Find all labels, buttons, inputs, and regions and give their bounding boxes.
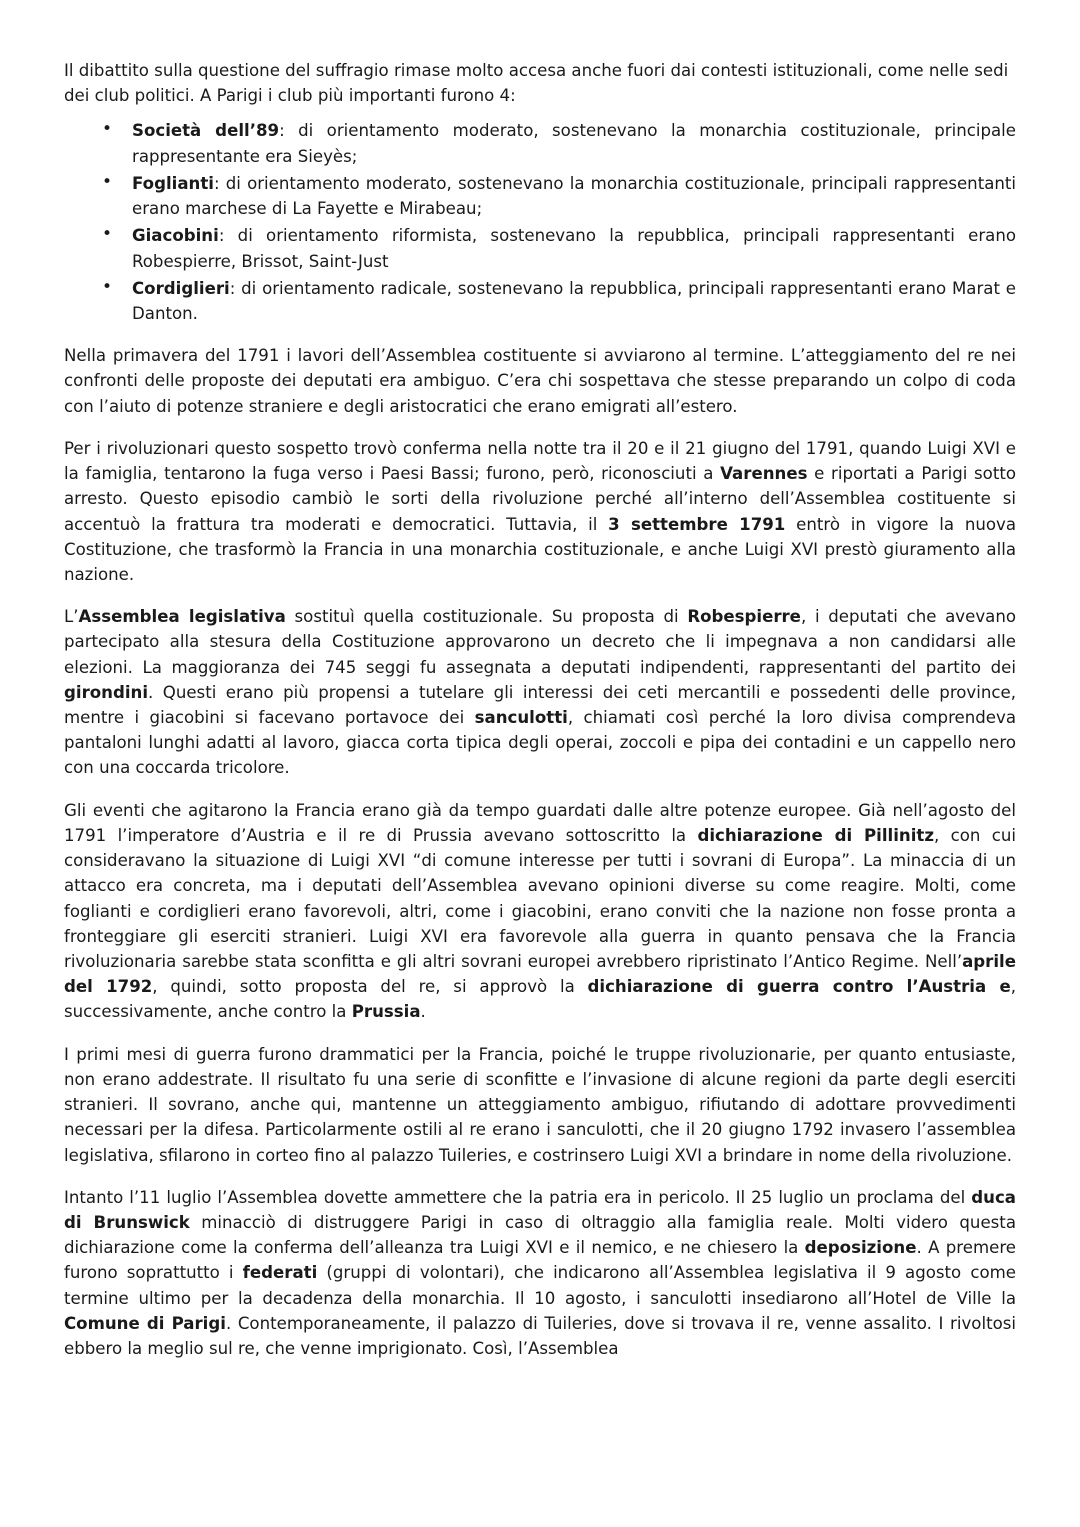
club-name: Giacobini bbox=[132, 226, 219, 246]
club-name: Foglianti bbox=[132, 173, 214, 193]
political-clubs-list bbox=[64, 118, 1016, 326]
document-body bbox=[64, 58, 1016, 1361]
text-segment: . Questi erano più propensi a tutelare gli interessi dei ceti mercantili e possedenti delle province, mentre i giacobini si facevano portavoce dei bbox=[64, 682, 1016, 728]
text-segment: e riportati a Parigi sotto arresto. Questo episodio cambiò le sorti della rivoluzione perché all’interno dell’Assemblea costituente si accentuò la frattura tra moderati e democratici. Tuttavia, il bbox=[64, 464, 1017, 534]
text-segment: Intanto l’11 luglio l’Assemblea dovette ammettere che la patria era in pericolo. Il 25 luglio un proclama del bbox=[64, 1187, 972, 1207]
club-description: : di orientamento moderato, sostenevano la monarchia costituzionale, principali rappresentanti erano marchese di La Fayette e Mirabeau; bbox=[132, 173, 1016, 219]
text-segment: , chiamati così perché la loro divisa comprendeva pantaloni lunghi adatti al lavoro, giacca corta tipica degli operai, zoccoli e pipa dei contadini e un cappello nero con una coccarda tricolore. bbox=[64, 708, 1016, 778]
emphasis-girondini: girondini bbox=[64, 682, 149, 702]
emphasis-deposizione: deposizione bbox=[804, 1238, 917, 1258]
text-segment: Gli eventi che agitarono la Francia erano già da tempo guardati dalle altre potenze europee. Già nell’agosto del 1791 l’imperatore d’Austria e il re di Prussia avevano sottoscritto la bbox=[64, 800, 1016, 845]
text-segment: . Contemporaneamente, il palazzo di Tuileries, dove si trovava il re, venne assalito. I rivoltosi ebbero la meglio sul re, che venne imprigionato. Così, l’Assemblea bbox=[64, 1313, 1016, 1359]
club-description: : di orientamento radicale, sostenevano la repubblica, principali rappresentanti erano Marat e Danton. bbox=[132, 278, 1016, 323]
text-segment: , quindi, sotto proposta del re, si approvò la bbox=[152, 977, 588, 997]
emphasis-sanculotti: sanculotti bbox=[474, 708, 568, 728]
emphasis-dichiarazione-pillinitz: dichiarazione di Pillinitz bbox=[697, 825, 934, 845]
text-segment: . A premere furono soprattutto i bbox=[64, 1238, 1016, 1283]
paragraph-assemblea-costituente: Nella primavera del 1791 i lavori dell’Assemblea costituente si avviarono al termine. L’atteggiamento del re nei confronti delle proposte dei deputati era ambiguo. C’era chi sospettava che stesse preparando un colpo di coda con l’aiuto di potenze straniere e degli aristocratici che erano emigrati all’estero. bbox=[64, 346, 1016, 416]
club-name: Società dell’89 bbox=[132, 121, 280, 141]
text-segment: sostituì quella costituzionale. Su proposta di bbox=[285, 607, 688, 627]
emphasis-duca-brunswick: duca di Brunswick bbox=[64, 1187, 1016, 1232]
text-segment: , con cui consideravano la situazione di Luigi XVI “di comune interesse per tutti i sovrani di Europa”. La minaccia di un attacco era concreta, ma i deputati dell’Assemblea avevano opinioni diverse su come reagire. Molti, come foglianti e cordiglieri erano favorevoli, altri, come i giacobini, erano conviti che la nazione non fosse pronta a fronteggiare gli eserciti stranieri. Luigi XVI era favorevole alla guerra in quanto pensava che la Francia rivoluzionaria sarebbe stata sconfitta e gli altri sovrani europei avrebbero ripristinato l’Antico Regime. Nell’ bbox=[64, 825, 1016, 971]
text-segment: minacciò di distruggere Parigi in caso di oltraggio alla famiglia reale. Molti videro questa dichiarazione come la conferma dell’alleanza tra Luigi XVI e il nemico, e ne chiesero la bbox=[64, 1212, 1016, 1258]
emphasis-assemblea-legislativa: Assemblea legislativa bbox=[78, 607, 286, 627]
club-name: Cordiglieri bbox=[132, 278, 230, 298]
text-segment: , successivamente, anche contro la bbox=[64, 977, 1016, 1022]
paragraph-primi-mesi-guerra: I primi mesi di guerra furono drammatici per la Francia, poiché le truppe rivoluzionarie, per quanto entusiaste, non erano addestrate. Il risultato fu una serie di sconfitte e l’invasione di alcune regioni da parte degli eserciti stranieri. Il sovrano, anche qui, mantenne un atteggiamento ambiguo, rifiutando di adottare provvedimenti necessari per la difesa. Particolarmente ostili al re erano i sanculotti, che il 20 giugno 1792 invasero l’assemblea legislativa, sfilarono in corteo fino al palazzo Tuileries, e costrinsero Luigi XVI a brindare in nome della rivoluzione. bbox=[64, 1044, 1016, 1165]
text-segment: , i deputati che avevano partecipato alla stesura della Costituzione approvarono un decreto che li impegnava a non candidarsi alle elezioni. La maggioranza dei 745 seggi fu assegnata a deputati indipendenti, rappresentanti del partito dei bbox=[64, 607, 1016, 677]
emphasis-prussia: Prussia bbox=[351, 1002, 421, 1022]
intro-paragraph: Il dibattito sulla questione del suffragio rimase molto accesa anche fuori dai contesti istituzionali, come nelle sedi dei club politici. A Parigi i club più importanti furono 4: bbox=[64, 61, 1009, 106]
text-segment: . bbox=[420, 1002, 426, 1022]
paragraph-pillinitz-guerra bbox=[64, 798, 1016, 1025]
emphasis-varennes: Varennes bbox=[720, 464, 808, 484]
emphasis-comune-parigi: Comune di Parigi bbox=[64, 1313, 226, 1333]
emphasis-date-costituzione: 3 settembre 1791 bbox=[608, 514, 786, 534]
list-item bbox=[132, 223, 1016, 273]
paragraph-brunswick-comune bbox=[64, 1185, 1016, 1362]
text-segment: Per i rivoluzionari questo sospetto trovò conferma nella notte tra il 20 e il 21 giugno del 1791, quando Luigi XVI e la famiglia, tentarono la fuga verso i Paesi Bassi; furono, però, riconosciuti a bbox=[64, 438, 1016, 484]
paragraph-fuga-varennes bbox=[64, 436, 1016, 587]
list-item bbox=[132, 118, 1016, 168]
text-segment: L’ bbox=[64, 607, 79, 627]
list-item bbox=[132, 171, 1016, 221]
paragraph-assemblea-legislativa bbox=[64, 604, 1016, 781]
emphasis-aprile-1792: aprile del 1792 bbox=[64, 952, 1016, 997]
text-segment: (gruppi di volontari), che indicarono all’Assemblea legislativa il 9 agosto come termine ultimo per la decadenza della monarchia. Il 10 agosto, i sanculotti insediarono all’Hotel de Ville la bbox=[64, 1263, 1016, 1308]
club-description: : di orientamento riformista, sostenevano la repubblica, principali rappresentanti erano Robespierre, Brissot, Saint-Just bbox=[132, 226, 1016, 271]
list-item bbox=[132, 276, 1016, 326]
emphasis-dichiarazione-guerra: dichiarazione di guerra contro l’Austria e bbox=[587, 977, 1011, 997]
emphasis-federati: federati bbox=[242, 1263, 318, 1283]
club-description: : di orientamento moderato, sostenevano la monarchia costituzionale, principale rappresentante era Sieyès; bbox=[132, 121, 1016, 166]
emphasis-robespierre: Robespierre bbox=[687, 607, 801, 627]
text-segment: entrò in vigore la nuova Costituzione, che trasformò la Francia in una monarchia costituzionale, e anche Luigi XVI prestò giuramento alla nazione. bbox=[64, 514, 1017, 584]
